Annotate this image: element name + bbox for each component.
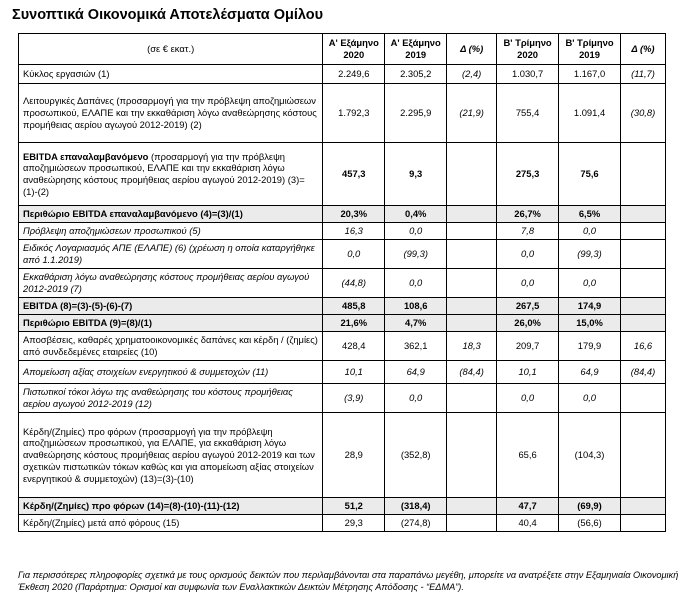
row-label: Κέρδη/(Ζημίες) μετά από φόρους (15) xyxy=(19,515,323,532)
cell-value xyxy=(620,269,665,298)
cell-value: (44,8) xyxy=(323,269,385,298)
table-row xyxy=(19,206,666,223)
cell-value xyxy=(620,498,665,515)
cell-value: 16,6 xyxy=(620,332,665,361)
cell-value: 20,3% xyxy=(323,206,385,223)
cell-value xyxy=(620,223,665,240)
cell-value: (11,7) xyxy=(620,65,665,84)
cell-value xyxy=(620,143,665,206)
cell-value: 1.167,0 xyxy=(559,65,621,84)
cell-value: 1.030,7 xyxy=(497,65,559,84)
cell-value: (21,9) xyxy=(447,84,497,143)
row-label: Απομείωση αξίας στοιχείων ενεργητικού & συμμετοχών (11) xyxy=(19,361,323,384)
cell-value: (3,9) xyxy=(323,384,385,413)
header-col-change-h1: Δ (%) xyxy=(447,34,497,65)
cell-value: 26,7% xyxy=(497,206,559,223)
cell-value xyxy=(620,206,665,223)
row-label: Πρόβλεψη αποζημιώσεων προσωπικού (5) xyxy=(19,223,323,240)
table-row xyxy=(19,384,666,413)
cell-value xyxy=(447,269,497,298)
row-label: Περιθώριο EBITDA (9)=(8)/(1) xyxy=(19,315,323,332)
cell-value: 7,8 xyxy=(497,223,559,240)
cell-value: 1.091,4 xyxy=(559,84,621,143)
row-label: Κέρδη/(Ζημίες) προ φόρων (προσαρμογή για την πρόβλεψη αποζημιώσεων προσωπικού, για ΕΛΑΠΕ, για εκκαθάριση λόγω αναθεώρησης κόστους προμήθειας αερίου αγωγού 2012-2019 και των σχετικών πιστωτικών τόκων καθώς και για απομείωση αξίας στοιχείων ενεργητικού & συμμετοχών) (13)=(3)-(10) xyxy=(19,413,323,498)
header-col-q2-2020: Β' Τρίμηνο 2020 xyxy=(497,34,559,65)
cell-value xyxy=(620,298,665,315)
row-label: Ειδικός Λογαριασμός ΑΠΕ (ΕΛΑΠΕ) (6) (χρέωση η οποία καταργήθηκε από 1.1.2019) xyxy=(19,240,323,269)
cell-value: 51,2 xyxy=(323,498,385,515)
cell-value: 755,4 xyxy=(497,84,559,143)
row-label: EBITDA επαναλαμβανόμενο (προσαρμογή για την πρόβλεψη αποζημιώσεων προσωπικού, ΕΛΑΠΕ και την εκκαθάριση λόγω αναθεώρησης κόστους προμήθειας αερίου αγωγού 2012-2019) (3)=(1)-(2) xyxy=(19,143,323,206)
cell-value xyxy=(620,384,665,413)
table-row xyxy=(19,315,666,332)
cell-value: 18,3 xyxy=(447,332,497,361)
cell-value: 65,6 xyxy=(497,413,559,498)
cell-value: (104,3) xyxy=(559,413,621,498)
cell-value: 4,7% xyxy=(385,315,447,332)
cell-value: 2.305,2 xyxy=(385,65,447,84)
cell-value: 1.792,3 xyxy=(323,84,385,143)
row-label: Λειτουργικές Δαπάνες (προσαρμογή για την πρόβλεψη αποζημιώσεων προσωπικού, ΕΛΑΠΕ και την εκκαθάριση λόγω αναθεώρησης κόστους προμήθειας αερίου αγωγού 2012-2019) (2) xyxy=(19,84,323,143)
row-label: Κέρδη/(Ζημίες) προ φόρων (14)=(8)-(10)-(11)-(12) xyxy=(19,498,323,515)
cell-value: 15,0% xyxy=(559,315,621,332)
cell-value: (99,3) xyxy=(385,240,447,269)
table-row xyxy=(19,361,666,384)
cell-value: 0,0 xyxy=(559,269,621,298)
table-row xyxy=(19,413,666,498)
table-row xyxy=(19,240,666,269)
row-label: Πιστωτικοί τόκοι λόγω της αναθεώρησης του κόστους προμήθειας αερίου αγωγού 2012-2019 (12) xyxy=(19,384,323,413)
cell-value: 457,3 xyxy=(323,143,385,206)
row-label: Κύκλος εργασιών (1) xyxy=(19,65,323,84)
cell-value: 0,0 xyxy=(385,384,447,413)
table-row xyxy=(19,143,666,206)
cell-value: 40,4 xyxy=(497,515,559,532)
cell-value xyxy=(447,143,497,206)
table-row xyxy=(19,298,666,315)
cell-value: 28,9 xyxy=(323,413,385,498)
page-title: Συνοπτικά Οικονομικά Αποτελέσματα Ομίλου xyxy=(12,7,324,23)
cell-value: (274,8) xyxy=(385,515,447,532)
table-row xyxy=(19,223,666,240)
cell-value: 2.295,9 xyxy=(385,84,447,143)
header-units-label: (σε € εκατ.) xyxy=(19,34,323,65)
cell-value: 0,0 xyxy=(385,269,447,298)
header-col-q2-2019: Β' Τρίμηνο 2019 xyxy=(559,34,621,65)
cell-value xyxy=(447,384,497,413)
cell-value: 47,7 xyxy=(497,498,559,515)
cell-value: 485,8 xyxy=(323,298,385,315)
row-label: Αποσβέσεις, καθαρές χρηματοοικονομικές δαπάνες και κέρδη / (ζημίες) από συνδεδεμένες εταιρείες (10) xyxy=(19,332,323,361)
cell-value: 16,3 xyxy=(323,223,385,240)
cell-value: 10,1 xyxy=(323,361,385,384)
cell-value: 0,0 xyxy=(559,384,621,413)
cell-value: 174,9 xyxy=(559,298,621,315)
cell-value: 0,0 xyxy=(497,269,559,298)
table-header-row xyxy=(19,34,666,65)
cell-value: 267,5 xyxy=(497,298,559,315)
row-label: Εκκαθάριση λόγω αναθεώρησης κόστους προμήθειας αερίου αγωγού 2012-2019 (7) xyxy=(19,269,323,298)
header-col-h1-2019: Α' Εξάμηνο 2019 xyxy=(385,34,447,65)
cell-value xyxy=(620,240,665,269)
table-row xyxy=(19,332,666,361)
cell-value: 275,3 xyxy=(497,143,559,206)
cell-value: 108,6 xyxy=(385,298,447,315)
cell-value: 428,4 xyxy=(323,332,385,361)
cell-value: 10,1 xyxy=(497,361,559,384)
header-col-change-q2: Δ (%) xyxy=(620,34,665,65)
table-row xyxy=(19,269,666,298)
cell-value xyxy=(447,315,497,332)
cell-value: 64,9 xyxy=(559,361,621,384)
cell-value: (69,9) xyxy=(559,498,621,515)
cell-value: (84,4) xyxy=(620,361,665,384)
cell-value: 0,0 xyxy=(559,223,621,240)
cell-value: (56,6) xyxy=(559,515,621,532)
cell-value: 6,5% xyxy=(559,206,621,223)
cell-value: (84,4) xyxy=(447,361,497,384)
cell-value xyxy=(447,206,497,223)
cell-value xyxy=(447,515,497,532)
cell-value xyxy=(447,298,497,315)
cell-value xyxy=(447,413,497,498)
cell-value: 362,1 xyxy=(385,332,447,361)
cell-value xyxy=(447,223,497,240)
cell-value: 64,9 xyxy=(385,361,447,384)
cell-value: 179,9 xyxy=(559,332,621,361)
cell-value: 0,0 xyxy=(323,240,385,269)
cell-value: (99,3) xyxy=(559,240,621,269)
cell-value: 0,4% xyxy=(385,206,447,223)
cell-value: 0,0 xyxy=(385,223,447,240)
table-row xyxy=(19,84,666,143)
header-col-h1-2020: Α' Εξάμηνο 2020 xyxy=(323,34,385,65)
cell-value xyxy=(447,240,497,269)
cell-value: (352,8) xyxy=(385,413,447,498)
financial-results-table xyxy=(18,33,666,532)
cell-value: 0,0 xyxy=(497,240,559,269)
cell-value xyxy=(620,315,665,332)
cell-value: (30,8) xyxy=(620,84,665,143)
cell-value xyxy=(447,498,497,515)
cell-value: 75,6 xyxy=(559,143,621,206)
cell-value: 29,3 xyxy=(323,515,385,532)
cell-value: 26,0% xyxy=(497,315,559,332)
footnote: Για περισσότερες πληροφορίες σχετικά με τους ορισμούς δεικτών που περιλαμβάνονται στα παραπάνω μεγέθη, μπορείτε να ανατρέξετε στην Εξαμηνιαία Οικονομική Έκθεση 2020 (Παράρτημα: Ορισμοί και συμφωνία των Εναλλακτικών Δεικτών Μέτρησης Απόδοσης - “ΕΔΜΑ”). xyxy=(18,570,679,592)
table-row xyxy=(19,65,666,84)
cell-value: 2.249,6 xyxy=(323,65,385,84)
row-label: Περιθώριο EBITDA επαναλαμβανόμενο (4)=(3)/(1) xyxy=(19,206,323,223)
row-label: EBITDA (8)=(3)-(5)-(6)-(7) xyxy=(19,298,323,315)
cell-value: 21,6% xyxy=(323,315,385,332)
cell-value xyxy=(620,515,665,532)
table-row xyxy=(19,515,666,532)
cell-value xyxy=(620,413,665,498)
cell-value: 0,0 xyxy=(497,384,559,413)
cell-value: 9,3 xyxy=(385,143,447,206)
cell-value: 209,7 xyxy=(497,332,559,361)
table-row xyxy=(19,498,666,515)
cell-value: (2,4) xyxy=(447,65,497,84)
cell-value: (318,4) xyxy=(385,498,447,515)
